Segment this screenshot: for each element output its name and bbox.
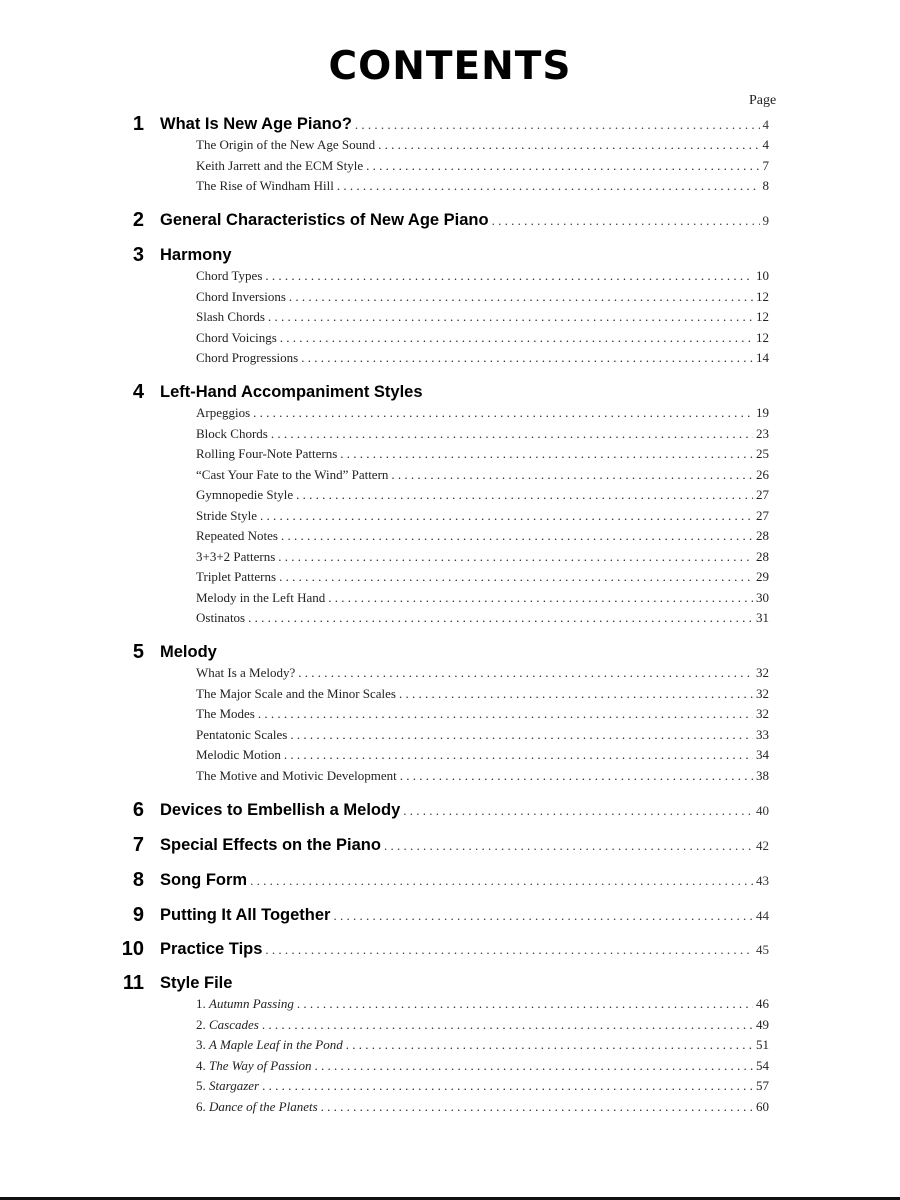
section-page-number: 54 [756, 1057, 769, 1073]
section-entry[interactable] [196, 526, 769, 546]
chapter-title: Harmony [160, 246, 232, 264]
section-title: Melodic Motion [196, 747, 281, 762]
chapter-title: What Is New Age Piano? [160, 115, 352, 133]
section-title: 4. The Way of Passion [196, 1057, 312, 1073]
leader-dots [280, 328, 753, 348]
leader-dots [265, 939, 753, 960]
leader-dots [403, 800, 753, 821]
chapter-page-number: 4 [762, 117, 769, 132]
leader-dots [298, 663, 753, 683]
section-page-number: 57 [756, 1078, 769, 1093]
section-title: The Origin of the New Age Sound [196, 137, 376, 152]
section-entry[interactable] [196, 348, 769, 368]
leader-dots [355, 114, 760, 135]
chapter-title: Melody [160, 643, 217, 661]
chapter-page-number: 42 [756, 838, 769, 853]
leader-dots [296, 485, 753, 505]
chapter-entry[interactable] [160, 938, 769, 960]
section-entry[interactable] [196, 328, 769, 348]
chapter-page-number: 44 [756, 908, 769, 923]
leader-dots [268, 307, 753, 327]
leader-dots [262, 1076, 753, 1096]
section-entry[interactable] [196, 444, 769, 464]
section-row[interactable] [0, 745, 900, 767]
section-row[interactable] [0, 1097, 900, 1119]
section-page-number: 34 [756, 747, 769, 762]
leader-dots [278, 547, 753, 567]
section-page-number: 19 [756, 405, 769, 420]
section-entry[interactable] [196, 766, 769, 786]
chapter-title: Devices to Embellish a Melody [160, 801, 401, 819]
leader-dots [384, 835, 753, 856]
section-row[interactable] [0, 547, 900, 569]
leader-dots [297, 994, 753, 1014]
section-row[interactable] [0, 328, 900, 350]
section-page-number: 12 [756, 309, 769, 324]
section-entry[interactable] [196, 176, 769, 196]
chapter-number: 8 [132, 869, 144, 891]
section-title: Slash Chords [196, 309, 265, 324]
section-entry[interactable] [196, 135, 769, 155]
section-page-number: 8 [762, 178, 769, 193]
leader-dots [391, 465, 753, 485]
section-entry[interactable] [196, 1056, 769, 1076]
section-title: Keith Jarrett and the ECM Style [196, 157, 364, 173]
section-row[interactable] [0, 485, 900, 507]
leader-dots [328, 588, 753, 608]
section-page-number: 27 [756, 507, 769, 523]
chapter-number: 6 [132, 799, 144, 821]
section-entry[interactable] [196, 266, 769, 286]
section-page-number: 49 [756, 1016, 769, 1032]
section-entry[interactable] [196, 704, 769, 724]
section-page-number: 31 [756, 610, 769, 625]
leader-dots [378, 135, 759, 155]
section-page-number: 28 [756, 528, 769, 543]
section-page-number: 46 [756, 996, 769, 1011]
leader-dots [346, 1035, 753, 1055]
leader-dots [260, 506, 753, 526]
section-row[interactable] [0, 608, 900, 630]
section-page-number: 32 [756, 706, 769, 721]
section-page-number: 12 [756, 288, 769, 304]
leader-dots [399, 684, 753, 704]
chapter-entry[interactable] [160, 244, 769, 266]
section-row[interactable] [0, 1015, 900, 1037]
leader-dots [289, 287, 753, 307]
section-row[interactable] [0, 287, 900, 309]
section-entry[interactable] [196, 506, 769, 526]
section-entry[interactable] [196, 1035, 769, 1055]
leader-dots [281, 526, 753, 546]
chapter-title: General Characteristics of New Age Piano [160, 211, 489, 229]
section-row[interactable] [0, 176, 900, 198]
chapter-number: 1 [132, 113, 144, 135]
section-title: Block Chords [196, 425, 268, 441]
leader-dots [337, 176, 760, 196]
section-title: Ostinatos [196, 610, 246, 625]
section-title: Chord Inversions [196, 288, 286, 304]
chapter-page-number: 43 [756, 873, 769, 888]
section-entry[interactable] [196, 403, 769, 423]
section-row[interactable] [0, 1076, 900, 1098]
chapter-row[interactable] [0, 244, 900, 266]
chapter-row[interactable] [0, 972, 900, 994]
chapter-title: Left-Hand Accompaniment Styles [160, 383, 423, 401]
section-entry[interactable] [196, 588, 769, 608]
section-row[interactable] [0, 135, 900, 157]
section-row[interactable] [0, 684, 900, 706]
section-page-number: 26 [756, 466, 769, 482]
section-title: Pentatonic Scales [196, 726, 288, 742]
section-entry[interactable] [196, 307, 769, 327]
section-page-number: 23 [756, 425, 769, 441]
section-row[interactable] [0, 766, 900, 788]
section-entry[interactable] [196, 1015, 769, 1035]
leader-dots [258, 704, 753, 724]
section-entry[interactable] [196, 287, 769, 307]
section-index: 6. [196, 1098, 209, 1114]
section-title: Repeated Notes [196, 528, 278, 543]
section-index: 2. [196, 1016, 209, 1032]
section-title: 3+3+2 Patterns [196, 548, 276, 564]
section-row[interactable] [0, 567, 900, 589]
leader-dots [366, 156, 759, 176]
leader-dots [284, 745, 753, 765]
section-row[interactable] [0, 588, 900, 610]
leader-dots [250, 870, 753, 891]
page-title: CONTENTS [328, 44, 572, 89]
chapter-row[interactable] [0, 381, 900, 403]
leader-dots [333, 905, 753, 926]
section-title: Triplet Patterns [196, 569, 277, 584]
section-row[interactable] [0, 465, 900, 487]
section-index: 1. [196, 996, 209, 1011]
leader-dots [290, 725, 753, 745]
section-page-number: 27 [756, 487, 769, 502]
section-entry[interactable] [196, 547, 769, 567]
section-page-number: 25 [756, 446, 769, 461]
section-title: 1. Autumn Passing [196, 996, 294, 1011]
section-title: The Modes [196, 706, 255, 721]
section-page-number: 29 [756, 569, 769, 584]
chapter-entry[interactable] [160, 641, 769, 663]
section-page-number: 14 [756, 350, 769, 365]
section-title: The Rise of Windham Hill [196, 178, 334, 193]
section-row[interactable] [0, 725, 900, 747]
section-index: 5. [196, 1078, 209, 1093]
section-row[interactable] [0, 663, 900, 685]
chapter-number: 2 [132, 209, 144, 231]
section-page-number: 32 [756, 665, 769, 680]
section-title: Chord Voicings [196, 329, 277, 345]
section-title: 5. Stargazer [196, 1078, 260, 1093]
chapter-row[interactable] [0, 799, 900, 821]
section-title: What Is a Melody? [196, 665, 296, 680]
section-entry[interactable] [196, 1076, 769, 1096]
chapter-number: 11 [122, 972, 144, 994]
chapter-entry[interactable] [160, 972, 769, 994]
section-row[interactable] [0, 307, 900, 329]
section-title: Chord Types [196, 268, 263, 283]
section-entry[interactable] [196, 663, 769, 683]
leader-dots [301, 348, 753, 368]
section-row[interactable] [0, 266, 900, 288]
leader-dots [492, 210, 760, 231]
chapter-title: Special Effects on the Piano [160, 836, 381, 854]
chapter-row[interactable] [0, 834, 900, 856]
chapter-entry[interactable] [160, 834, 769, 856]
chapter-title: Putting It All Together [160, 906, 331, 924]
chapter-title: Practice Tips [160, 940, 263, 958]
section-row[interactable] [0, 1056, 900, 1078]
chapter-entry[interactable] [160, 113, 769, 135]
section-title: 6. Dance of the Planets [196, 1098, 318, 1114]
section-page-number: 7 [762, 157, 769, 173]
chapter-row[interactable] [0, 869, 900, 891]
section-entry[interactable] [196, 608, 769, 628]
leader-dots [262, 1015, 753, 1035]
section-entry[interactable] [196, 424, 769, 444]
section-page-number: 28 [756, 548, 769, 564]
section-title: 2. Cascades [196, 1016, 259, 1032]
section-page-number: 38 [756, 767, 769, 783]
section-page-number: 12 [756, 329, 769, 345]
section-title: Stride Style [196, 507, 258, 523]
section-entry[interactable] [196, 485, 769, 505]
chapter-entry[interactable] [160, 869, 769, 891]
section-row[interactable] [0, 526, 900, 548]
leader-dots [340, 444, 753, 464]
section-index: 4. [196, 1057, 209, 1073]
section-row[interactable] [0, 444, 900, 466]
chapter-title: Song Form [160, 871, 248, 889]
section-entry[interactable] [196, 465, 769, 485]
section-row[interactable] [0, 994, 900, 1016]
section-title: “Cast Your Fate to the Wind” Pattern [196, 466, 389, 482]
section-title: The Major Scale and the Minor Scales [196, 685, 396, 701]
section-title: Melody in the Left Hand [196, 589, 326, 605]
leader-dots [314, 1056, 753, 1076]
leader-dots [321, 1097, 753, 1117]
chapter-number: 3 [132, 244, 144, 266]
chapter-number: 10 [121, 938, 144, 960]
chapter-page-number: 45 [756, 942, 769, 957]
section-entry[interactable] [196, 567, 769, 587]
chapter-page-number: 40 [756, 803, 769, 818]
section-title: Gymnopedie Style [196, 487, 294, 502]
chapter-row[interactable] [0, 938, 900, 960]
section-entry[interactable] [196, 725, 769, 745]
section-row[interactable] [0, 704, 900, 726]
leader-dots [400, 766, 753, 786]
chapter-entry[interactable] [160, 799, 769, 821]
section-row[interactable] [0, 156, 900, 178]
leader-dots [271, 424, 753, 444]
section-page-number: 4 [762, 137, 769, 152]
page-column-label: Page [749, 93, 777, 108]
section-entry[interactable] [196, 745, 769, 765]
leader-dots [279, 567, 753, 587]
section-page-number: 32 [756, 685, 769, 701]
section-row[interactable] [0, 1035, 900, 1057]
section-row[interactable] [0, 348, 900, 370]
section-page-number: 30 [756, 589, 769, 605]
section-title: The Motive and Motivic Development [196, 767, 397, 783]
section-entry[interactable] [196, 156, 769, 176]
chapter-row[interactable] [0, 641, 900, 663]
section-entry[interactable] [196, 1097, 769, 1117]
section-entry[interactable] [196, 684, 769, 704]
section-row[interactable] [0, 424, 900, 446]
chapter-row[interactable] [0, 904, 900, 926]
section-page-number: 33 [756, 726, 769, 742]
section-row[interactable] [0, 506, 900, 528]
section-page-number: 10 [756, 268, 769, 283]
section-title: Rolling Four-Note Patterns [196, 446, 338, 461]
section-title: 3. A Maple Leaf in the Pond [196, 1037, 343, 1052]
chapter-entry[interactable] [160, 381, 769, 403]
chapter-row[interactable] [0, 113, 900, 135]
chapter-number: 5 [132, 641, 144, 663]
section-title: Chord Progressions [196, 350, 299, 365]
section-entry[interactable] [196, 994, 769, 1014]
section-title: Arpeggios [196, 405, 251, 420]
chapter-number: 9 [132, 904, 144, 926]
chapter-row[interactable] [0, 209, 900, 231]
chapter-number: 4 [132, 381, 144, 403]
chapter-title: Style File [160, 974, 233, 992]
leader-dots [248, 608, 753, 628]
leader-dots [265, 266, 753, 286]
section-row[interactable] [0, 403, 900, 425]
section-index: 3. [196, 1037, 209, 1052]
section-page-number: 51 [756, 1037, 769, 1052]
section-page-number: 60 [756, 1098, 769, 1114]
chapter-entry[interactable] [160, 209, 769, 231]
chapter-page-number: 9 [762, 213, 769, 228]
chapter-number: 7 [132, 834, 144, 856]
chapter-entry[interactable] [160, 904, 769, 926]
leader-dots [253, 403, 753, 423]
